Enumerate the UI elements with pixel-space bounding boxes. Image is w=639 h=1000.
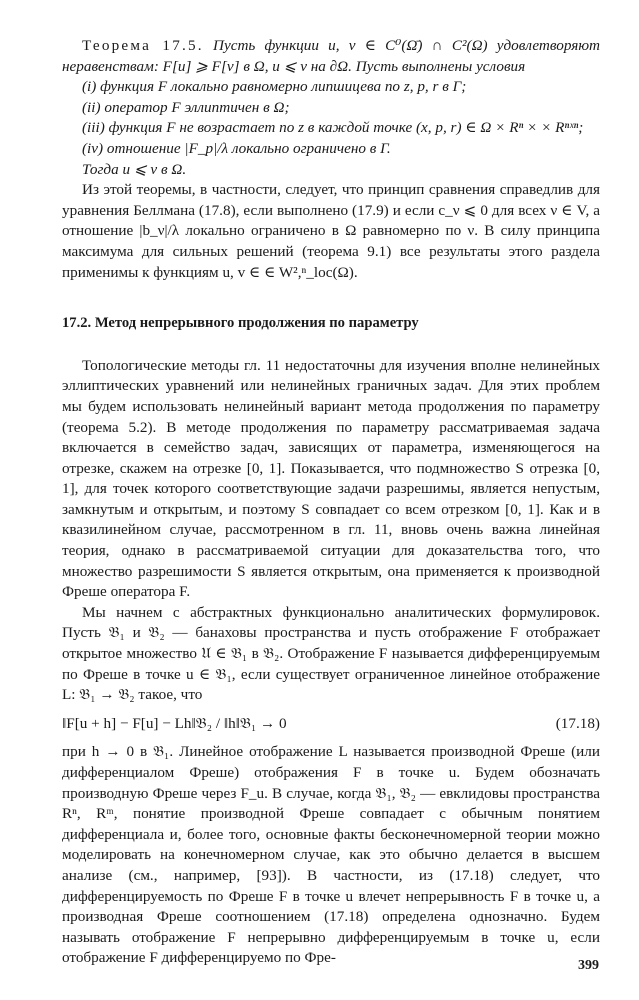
theorem-condition-ii: (ii) оператор F эллиптичен в Ω; <box>82 98 290 116</box>
paragraph-1: Топологические методы гл. 11 недостаточны для изучения вполне нелинейных эллиптических уравнений или нелинейных граничных задач. Для этих проблем мы будем использовать нелинейный вариант метода продолжения по параметру (теорема 5.2). В методе продолжения по параметру рассматриваемая задача включается в семейство задач, зависящих от параметра, изменяющегося на отрезке, скажем на отрезке [0, 1]. Показывается, что подмножество S отрезка [0, 1], для точек которого соответствующие задачи разрешимы, является непустым, замкнутым и открытым, и поэтому S совпадает со всем отрезком [0, 1]. Как и в квазилинейном случае, рассмотренном в гл. 11, вновь очень важна линейная теория, однако в рассматриваемой ситуации для доказательства того, что множество разрешимости S является открытым, она применяется к производной Фреше оператора F. <box>62 356 600 601</box>
paragraph-after-theorem: Из этой теоремы, в частности, следует, что принцип сравнения справедлив для уравнения Беллмана (17.8), если выполнено (17.9) и если c_ν ⩽ 0 для всех ν ∈ V, а отношение |b_ν|/λ локально ограничено в Ω равномерно по ν. В силу принципа максимума для сильных решений (теорема 9.1) все результаты этого раздела применимы к функциям u, v ∈ ∈ W²,ⁿ_loc(Ω). <box>62 181 600 281</box>
theorem-condition-iv: (iv) отношение |F_p|/λ локально ограничено в Γ. <box>82 139 391 157</box>
section-title: 17.2. Метод непрерывного продолжения по параметру <box>62 315 419 332</box>
page-body <box>62 36 600 969</box>
formula-number: (17.18) <box>555 714 600 732</box>
paragraph-2: Мы начнем с абстрактных функционально аналитических формулировок. Пусть 𝔅₁ и 𝔅₂ — банаховы пространства и пусть отображение F отображает открытое множество 𝔘 ∈ 𝔅₁ в 𝔅₂. Отображение F называется дифференцируемым по Фреше в точке u ∈ 𝔅₁, если существует ограниченное линейное отображение L: 𝔅₁ → 𝔅₂ такое, что <box>62 603 600 704</box>
theorem-condition-i: (i) функция F локально равномерно липшицева по z, p, r в Γ; <box>82 78 467 96</box>
page-number: 399 <box>578 958 599 973</box>
formula-expression: ‖F[u + h] − F[u] − Lh‖𝔅₂ / ‖h‖𝔅₁ → 0 <box>62 714 287 732</box>
theorem-statement: Пусть функции u, v ∈ C⁰(Ω̄) ∩ C²(Ω) удовлетворяют неравенствам: F[u] ⩾ F[v] в Ω, u ⩽ v на ∂Ω. Пусть выполнены условия <box>62 37 600 75</box>
theorem-17-5 <box>62 36 600 77</box>
formula-17-18 <box>62 714 600 735</box>
paragraph-3: при h → 0 в 𝔅₁. Линейное отображение L называется производной Фреше (или дифференциалом Фреше) отображения F в точке u. Будем обозначать производную Фреше через F_u. В случае, когда 𝔅₁, 𝔅₂ — евклидовы пространства Rⁿ, Rᵐ, понятие производной Фреше совпадает с обычным понятием дифференциала и, более того, основные факты бесконечномерной теории можно моделировать на конечномерном случае, как это обычно делается в высшем анализе (см., например, [93]). В частности, из (17.18) следует, что дифференцируемость по Фреше F в точке u влечет непрерывность F в точке u, а производная Фреше соотношением (17.18) определена однозначно. Будем называть отображение F непрерывно дифференцируемым в точке u, если отображение F дифференцируемо по Фре- <box>62 743 600 967</box>
theorem-conclusion: Тогда u ⩽ v в Ω. <box>82 160 187 178</box>
theorem-condition-iii: (iii) функция F не возрастает по z в каждой точке (x, p, r) ∈ Ω × Rⁿ × × Rⁿˣⁿ; <box>82 119 584 137</box>
theorem-label: Теорема 17.5. <box>82 37 204 54</box>
